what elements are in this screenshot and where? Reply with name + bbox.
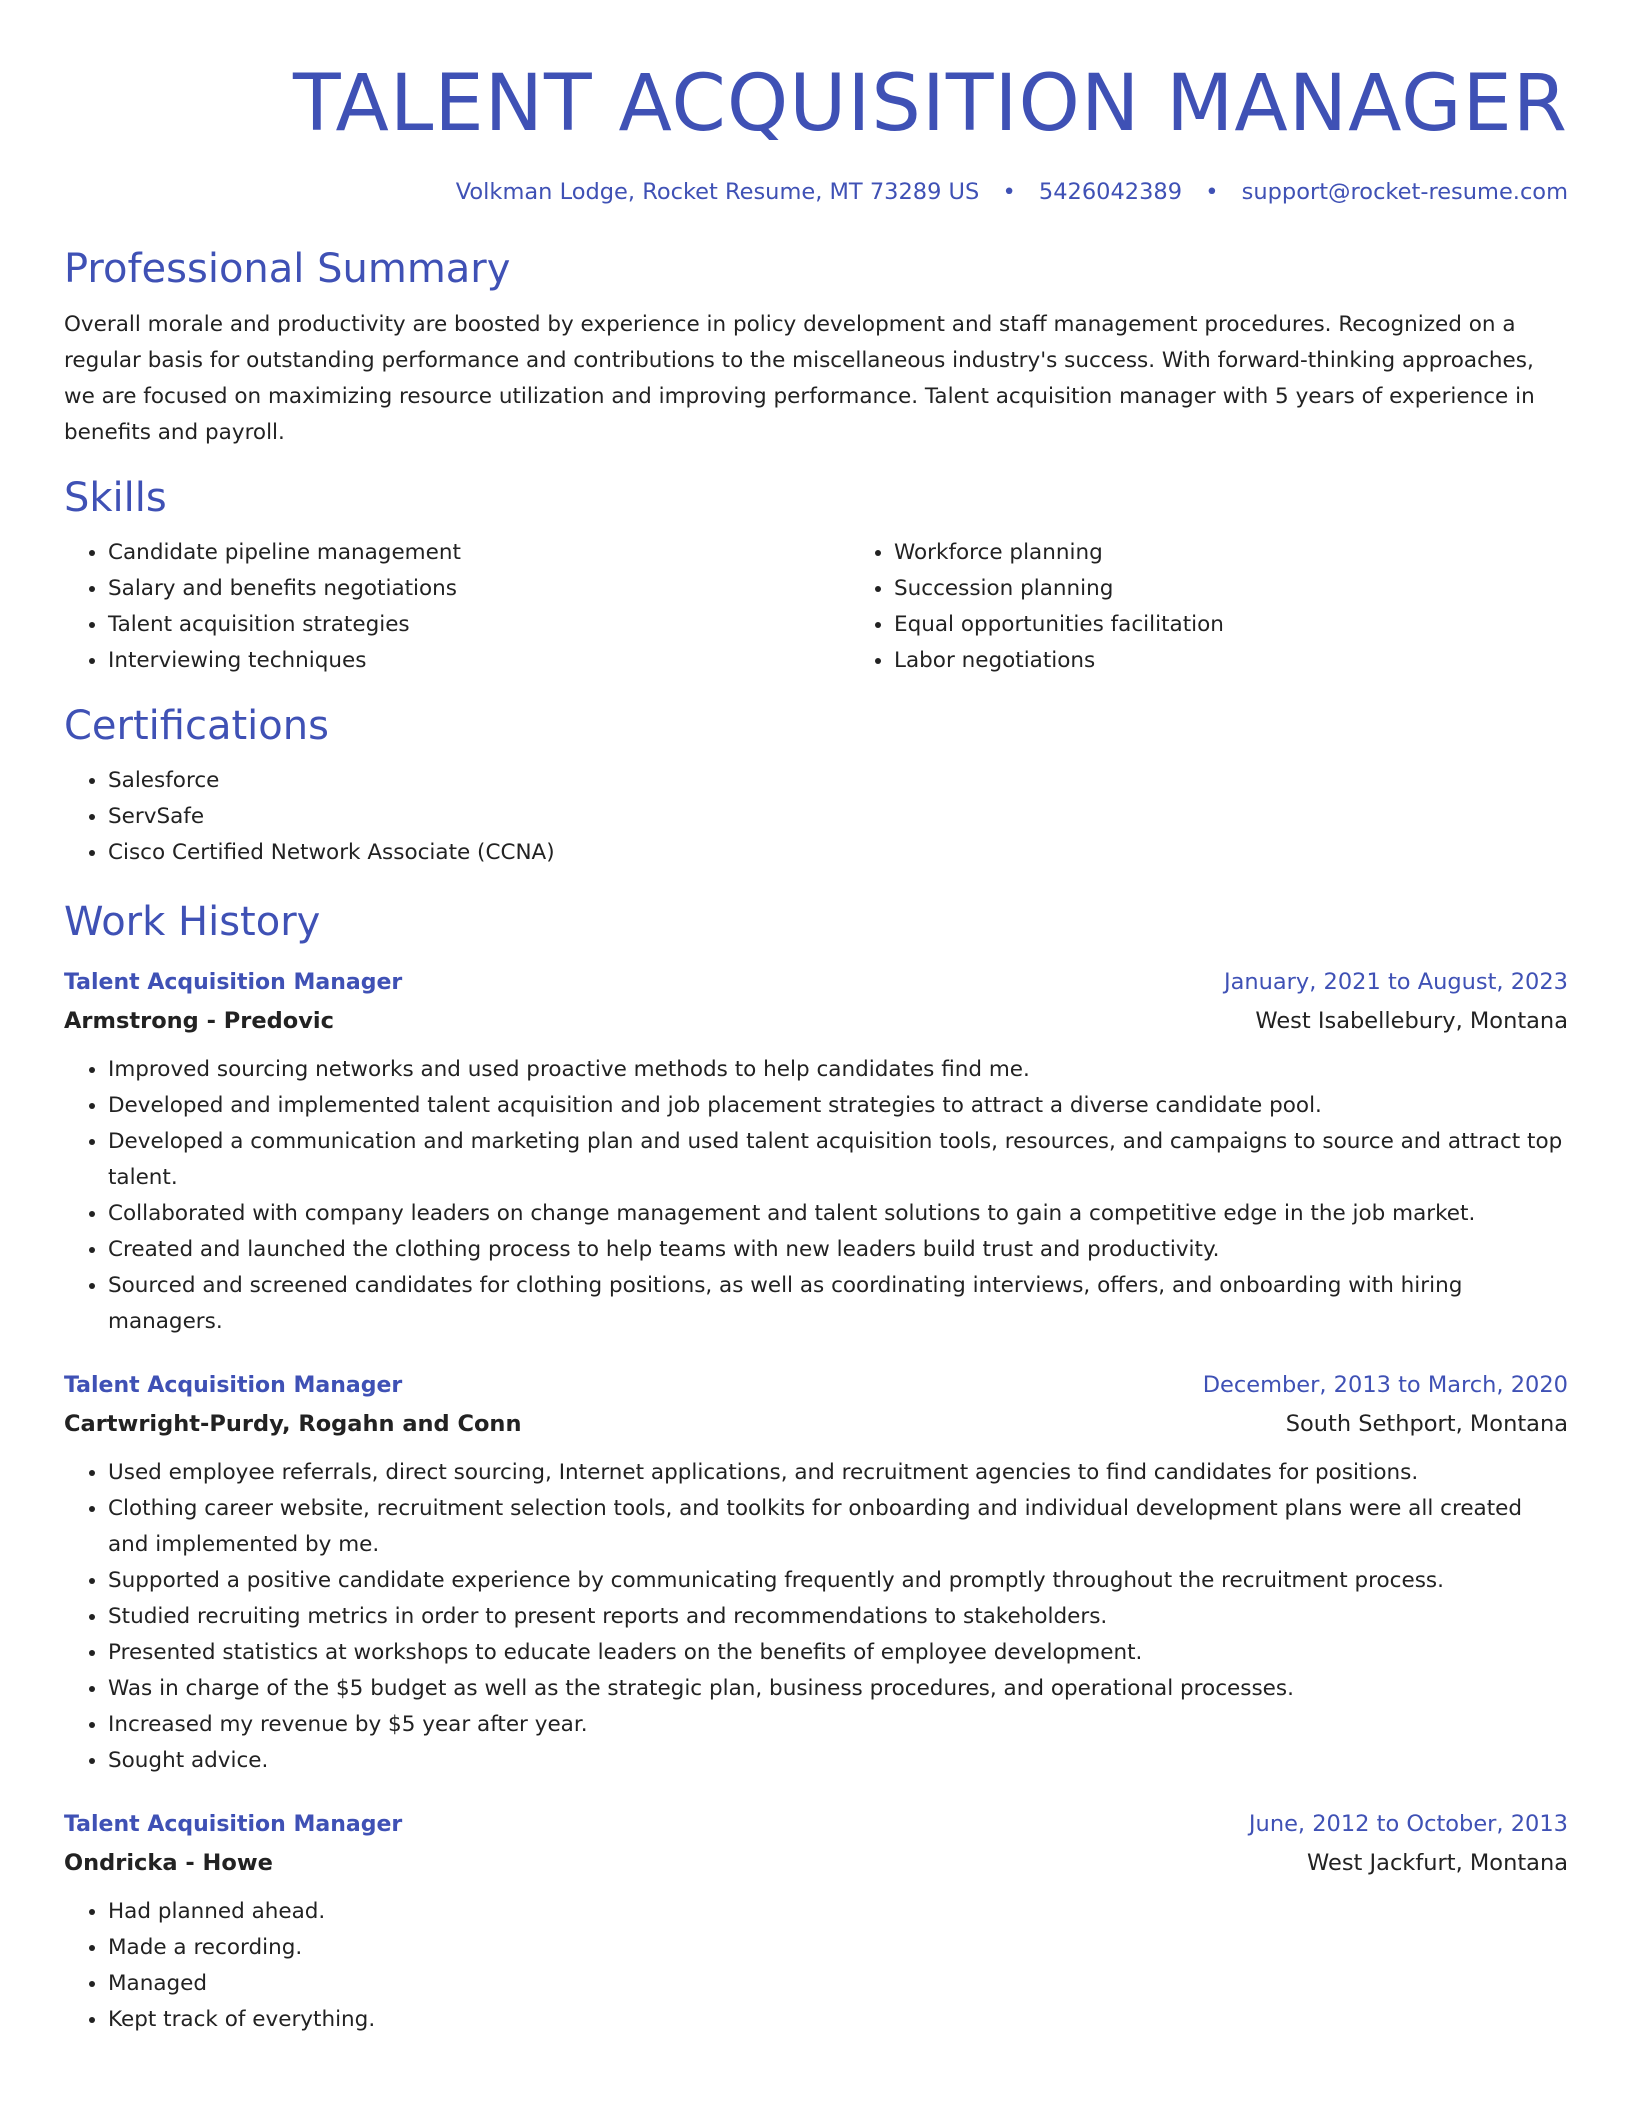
job-duty: • Studied recruiting metrics in order to present reports and recommendations to stakeholders. xyxy=(108,1599,1568,1635)
skill-item: • Workforce planning xyxy=(894,535,1568,571)
job-location: South Sethport, Montana xyxy=(1285,1411,1568,1437)
certifications-list xyxy=(64,763,1568,871)
skill-item: • Succession planning xyxy=(894,571,1568,607)
job-duty: • Used employee referrals, direct sourcing, Internet applications, and recruitment agencies to find candidates for positions. xyxy=(108,1455,1568,1491)
job-company: Armstrong - Predovic xyxy=(64,1008,334,1034)
certifications-heading: Certifications xyxy=(64,703,329,749)
summary-text: Overall morale and productivity are boosted by experience in policy development and staff management procedures. Recognized on a regular basis for outstanding performance and contributions to the miscellaneous industry's success. With forward-thinking approaches, we are focused on maximizing resource utilization and improving performance. Talent acquisition manager with 5 years of experience in benefits and payroll. xyxy=(64,312,1535,445)
job-duty: • Managed xyxy=(108,1966,1568,2002)
job-entry xyxy=(64,1805,1568,2038)
certification-item: • ServSafe xyxy=(108,799,1568,835)
certification-item: • Salesforce xyxy=(108,763,1568,799)
job-duty: • Supported a positive candidate experience by communicating frequently and promptly throughout the recruitment process. xyxy=(108,1563,1568,1599)
job-title-row xyxy=(64,1366,1568,1405)
skill-item: • Equal opportunities facilitation xyxy=(894,607,1568,643)
skill-item: • Salary and benefits negotiations xyxy=(108,571,850,607)
skill-item: • Candidate pipeline management xyxy=(108,535,850,571)
job-duty: • Sought advice. xyxy=(108,1743,1568,1779)
summary-heading: Professional Summary xyxy=(64,246,511,292)
job-company-row xyxy=(64,1002,1568,1040)
job-company-row xyxy=(64,1844,1568,1882)
candidate-name: TALENT ACQUISITION MANAGER xyxy=(292,59,1568,149)
contact-separator: • xyxy=(1002,179,1016,205)
skills-column-left xyxy=(64,535,850,679)
skills-heading: Skills xyxy=(64,475,167,521)
job-duty: • Improved sourcing networks and used proactive methods to help candidates find me. xyxy=(108,1052,1568,1088)
job-duties-list xyxy=(64,1894,1568,2038)
job-entry xyxy=(64,1366,1568,1779)
job-company: Cartwright-Purdy, Rogahn and Conn xyxy=(64,1411,522,1437)
job-company: Ondricka - Howe xyxy=(64,1850,273,1876)
job-duty: • Sourced and screened candidates for clothing positions, as well as coordinating interviews, offers, and onboarding with hiring managers. xyxy=(108,1268,1568,1340)
job-duty: • Presented statistics at workshops to educate leaders on the benefits of employee development. xyxy=(108,1635,1568,1671)
job-dates: December, 2013 to March, 2020 xyxy=(1202,1372,1568,1398)
contact-line xyxy=(64,176,1568,208)
work-history-heading: Work History xyxy=(64,899,321,945)
job-duty: • Created and launched the clothing process to help teams with new leaders build trust and productivity. xyxy=(108,1232,1568,1268)
skill-item: • Interviewing techniques xyxy=(108,643,850,679)
contact-address: Volkman Lodge, Rocket Resume, MT 73289 US xyxy=(455,179,980,205)
job-duty: • Clothing career website, recruitment selection tools, and toolkits for onboarding and individual development plans were all created and implemented by me. xyxy=(108,1491,1568,1563)
job-dates: January, 2021 to August, 2023 xyxy=(1223,969,1568,995)
skill-item: • Talent acquisition strategies xyxy=(108,607,850,643)
job-company-row xyxy=(64,1405,1568,1443)
certification-item: • Cisco Certified Network Associate (CCNA) xyxy=(108,835,1568,871)
contact-separator: • xyxy=(1205,179,1219,205)
job-title-row xyxy=(64,963,1568,1002)
job-duty: • Developed a communication and marketing plan and used talent acquisition tools, resources, and campaigns to source and attract top talent. xyxy=(108,1124,1568,1196)
job-duty: • Made a recording. xyxy=(108,1930,1568,1966)
skills-column-right xyxy=(850,535,1568,679)
job-duty: • Had planned ahead. xyxy=(108,1894,1568,1930)
resume-header xyxy=(64,50,1568,208)
skills-list xyxy=(64,535,1568,679)
job-title: Talent Acquisition Manager xyxy=(64,1812,403,1837)
job-location: West Jackfurt, Montana xyxy=(1307,1850,1568,1876)
job-title: Talent Acquisition Manager xyxy=(64,1373,403,1398)
job-duty: • Kept track of everything. xyxy=(108,2002,1568,2038)
job-duty: • Was in charge of the $5 budget as well as the strategic plan, business procedures, and operational processes. xyxy=(108,1671,1568,1707)
job-entry xyxy=(64,963,1568,1340)
job-title: Talent Acquisition Manager xyxy=(64,970,403,995)
job-duty: • Increased my revenue by $5 year after year. xyxy=(108,1707,1568,1743)
job-duty: • Developed and implemented talent acquisition and job placement strategies to attract a diverse candidate pool. xyxy=(108,1088,1568,1124)
job-dates: June, 2012 to October, 2013 xyxy=(1248,1811,1568,1837)
job-duties-list xyxy=(64,1052,1568,1340)
job-location: West Isabellebury, Montana xyxy=(1255,1008,1568,1034)
job-title-row xyxy=(64,1805,1568,1844)
job-duties-list xyxy=(64,1455,1568,1779)
contact-phone: 5426042389 xyxy=(1038,179,1183,205)
job-duty: • Collaborated with company leaders on change management and talent solutions to gain a competitive edge in the job market. xyxy=(108,1196,1568,1232)
skill-item: • Labor negotiations xyxy=(894,643,1568,679)
contact-email: support@rocket-resume.com xyxy=(1241,179,1568,205)
